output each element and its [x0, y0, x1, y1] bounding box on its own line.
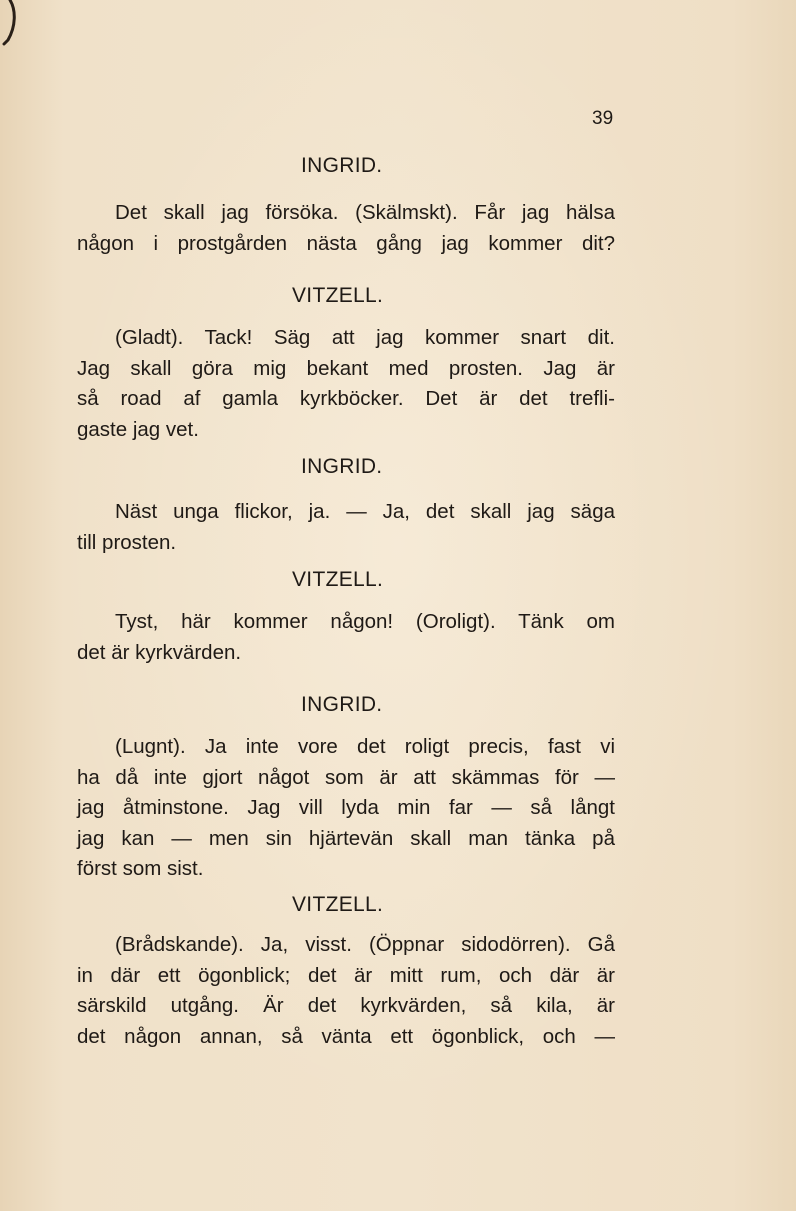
binding-edge-mark-icon: [0, 0, 20, 46]
text-line: så road af gamla kyrkböcker. Det är det trefli-: [77, 387, 615, 410]
text-line: det någon annan, så vänta ett ögonblick, och —: [77, 1024, 615, 1048]
text-line: Jag skall göra mig bekant med prosten. Jag är: [77, 356, 615, 380]
text-line: (Gladt). Tack! Säg att jag kommer snart dit.: [115, 326, 615, 349]
dialogue-paragraph: [77, 497, 615, 558]
text-line: (Brådskande). Ja, visst. (Öppnar sidodörren). Gå: [115, 933, 615, 956]
text-line: först som sist.: [77, 857, 204, 880]
page-number: 39: [592, 108, 614, 129]
dialogue-paragraph: [77, 607, 615, 668]
speaker-name: VITZELL.: [292, 893, 384, 916]
dialogue-paragraph: [77, 732, 615, 885]
text-line: någon i prostgården nästa gång jag kommer dit?: [77, 231, 615, 255]
text-line: (Lugnt). Ja inte vore det roligt precis, fast vi: [115, 735, 615, 758]
text-line: ha då inte gjort något som är att skämmas för —: [77, 765, 615, 789]
text-line: till prosten.: [77, 530, 177, 554]
speaker-name: VITZELL.: [292, 284, 384, 307]
dialogue-paragraph: [77, 198, 615, 259]
speaker-name: INGRID.: [301, 154, 383, 177]
text-line: det är kyrkvärden.: [77, 640, 242, 664]
text-line: gaste jag vet.: [77, 417, 199, 441]
dialogue-paragraph: [77, 930, 615, 1052]
text-line: Tyst, här kommer någon! (Oroligt). Tänk om: [115, 610, 615, 633]
text-line: Näst unga flickor, ja. — Ja, det skall jag säga: [115, 500, 615, 523]
speaker-name: INGRID.: [301, 693, 383, 716]
text-line: särskild utgång. Är det kyrkvärden, så kila, är: [77, 994, 615, 1017]
dialogue-paragraph: [77, 323, 615, 445]
text-line: jag åtminstone. Jag vill lyda min far — så långt: [77, 796, 615, 819]
speaker-name: INGRID.: [301, 455, 383, 478]
speaker-name: VITZELL.: [292, 568, 384, 591]
text-line: jag kan — men sin hjärtevän skall man tänka på: [77, 826, 615, 850]
text-line: Det skall jag försöka. (Skälmskt). Får jag hälsa: [115, 201, 615, 224]
text-line: in där ett ögonblick; det är mitt rum, och där är: [77, 963, 615, 987]
